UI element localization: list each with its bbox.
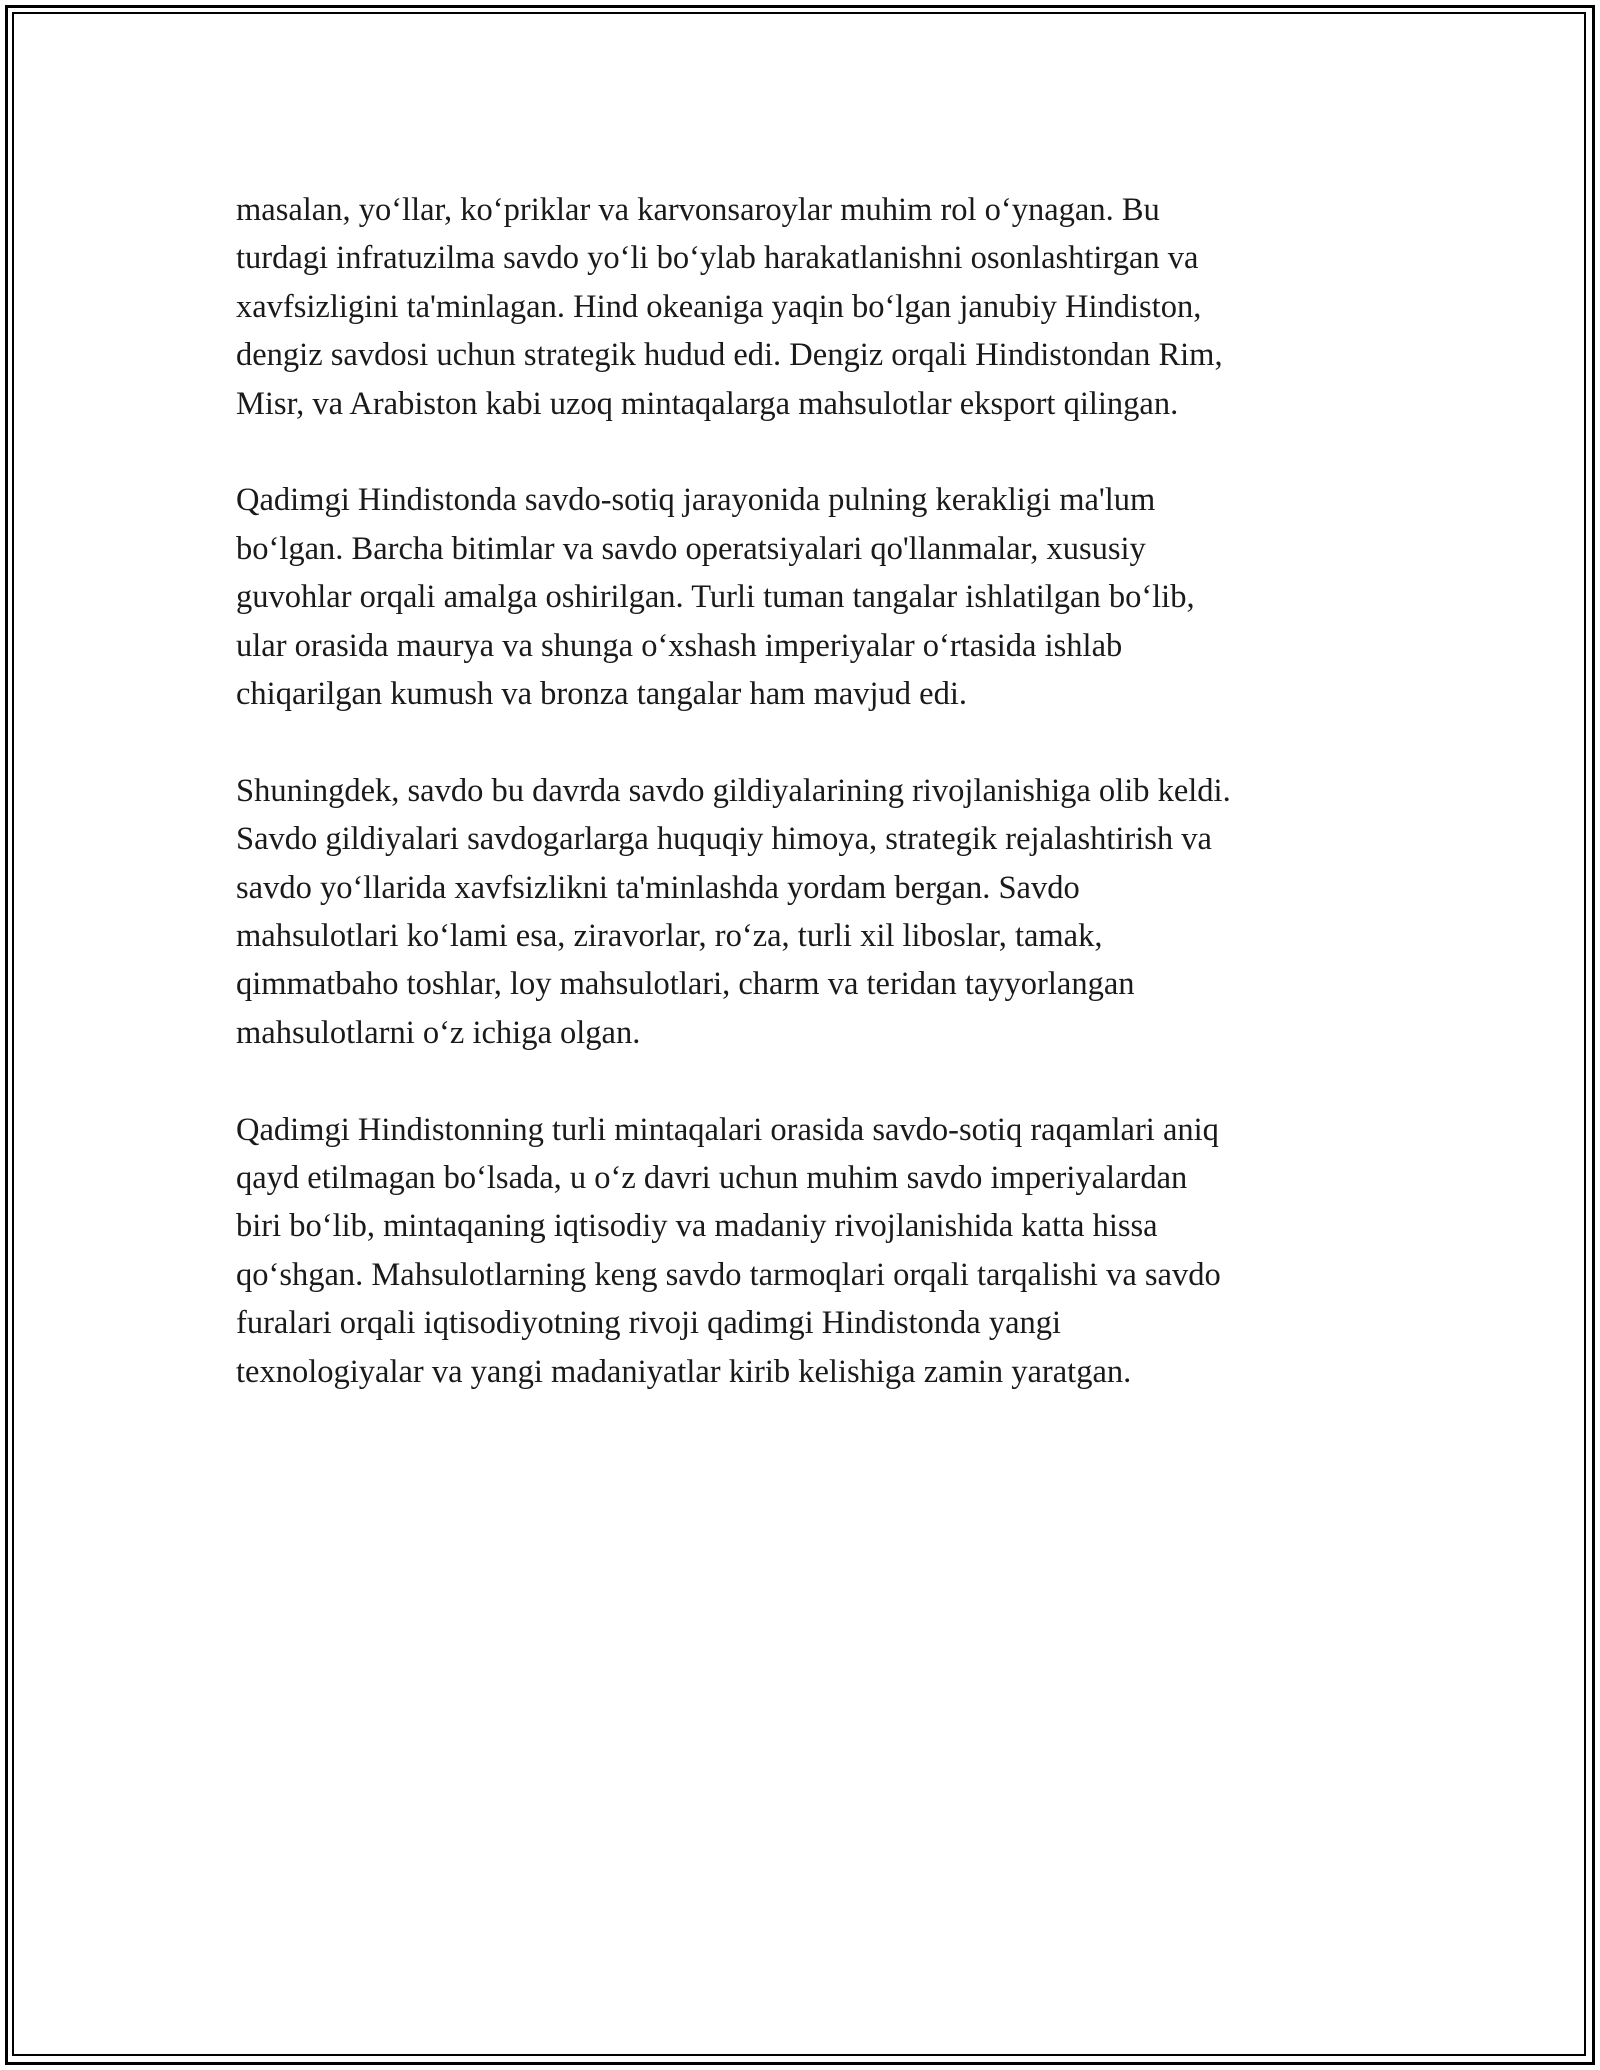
text-line: savdo yo‘llarida xavfsizlikni ta'minlashda yordam bergan. Savdo xyxy=(236,869,1080,906)
text-line: Qadimgi Hindistonning turli mintaqalari orasida savdo-sotiq raqamlari aniq xyxy=(236,1111,1219,1148)
text-line: qayd etilmagan bo‘lsada, u o‘z davri uchun muhim savdo imperiyalardan xyxy=(236,1160,1188,1197)
text-line: xavfsizligini ta'minlagan. Hind okeaniga yaqin bo‘lgan janubiy Hindiston, xyxy=(236,288,1202,325)
text-line: guvohlar orqali amalga oshirilgan. Turli tuman tangalar ishlatilgan bo‘lib, xyxy=(236,579,1195,616)
text-line: turdagi infratuzilma savdo yo‘li bo‘ylab harakatlanishni osonlashtirgan va xyxy=(236,240,1199,277)
text-line: Savdo gildiyalari savdogarlarga huquqiy himoya, strategik rejalashtirish va xyxy=(236,821,1212,858)
text-line: chiqarilgan kumush va bronza tangalar ham mavjud edi. xyxy=(236,676,968,713)
text-line: biri bo‘lib, mintaqaning iqtisodiy va madaniy rivojlanishida katta hissa xyxy=(236,1208,1158,1245)
text-line: qo‘shgan. Mahsulotlarning keng savdo tarmoqlari orqali tarqalishi va savdo xyxy=(236,1256,1221,1293)
paragraph-2 xyxy=(236,476,1376,718)
text-line: mahsulotlarni o‘z ichiga olgan. xyxy=(236,1014,641,1051)
paragraph-1 xyxy=(236,186,1376,428)
text-line: bo‘lgan. Barcha bitimlar va savdo operatsiyalari qo'llanmalar, xususiy xyxy=(236,530,1146,567)
text-line: masalan, yo‘llar, ko‘priklar va karvonsaroylar muhim rol o‘ynagan. Bu xyxy=(236,192,1160,228)
text-line: dengiz savdosi uchun strategik hudud edi. Dengiz orqali Hindistondan Rim, xyxy=(236,337,1223,374)
text-line: Shuningdek, savdo bu davrda savdo gildiyalarining rivojlanishiga olib keldi. xyxy=(236,772,1231,809)
document-body xyxy=(236,186,1376,1445)
text-line: furalari orqali iqtisodiyotning rivoji qadimgi Hindistonda yangi xyxy=(236,1305,1062,1342)
text-line: mahsulotlari ko‘lami esa, ziravorlar, ro‘za, turli xil liboslar, tamak, xyxy=(236,918,1103,955)
text-line: qimmatbaho toshlar, loy mahsulotlari, charm va teridan tayyorlangan xyxy=(236,966,1135,1003)
text-line: Qadimgi Hindistonda savdo-sotiq jarayonida pulning kerakligi ma'lum xyxy=(236,482,1156,519)
paragraph-3 xyxy=(236,767,1376,1057)
text-line: ular orasida maurya va shunga o‘xshash imperiyalar o‘rtasida ishlab xyxy=(236,627,1123,664)
text-line: texnologiyalar va yangi madaniyatlar kirib kelishiga zamin yaratgan. xyxy=(236,1353,1132,1390)
paragraph-4 xyxy=(236,1106,1376,1396)
text-line: Misr, va Arabiston kabi uzoq mintaqalarga mahsulotlar eksport qilingan. xyxy=(236,385,1179,422)
